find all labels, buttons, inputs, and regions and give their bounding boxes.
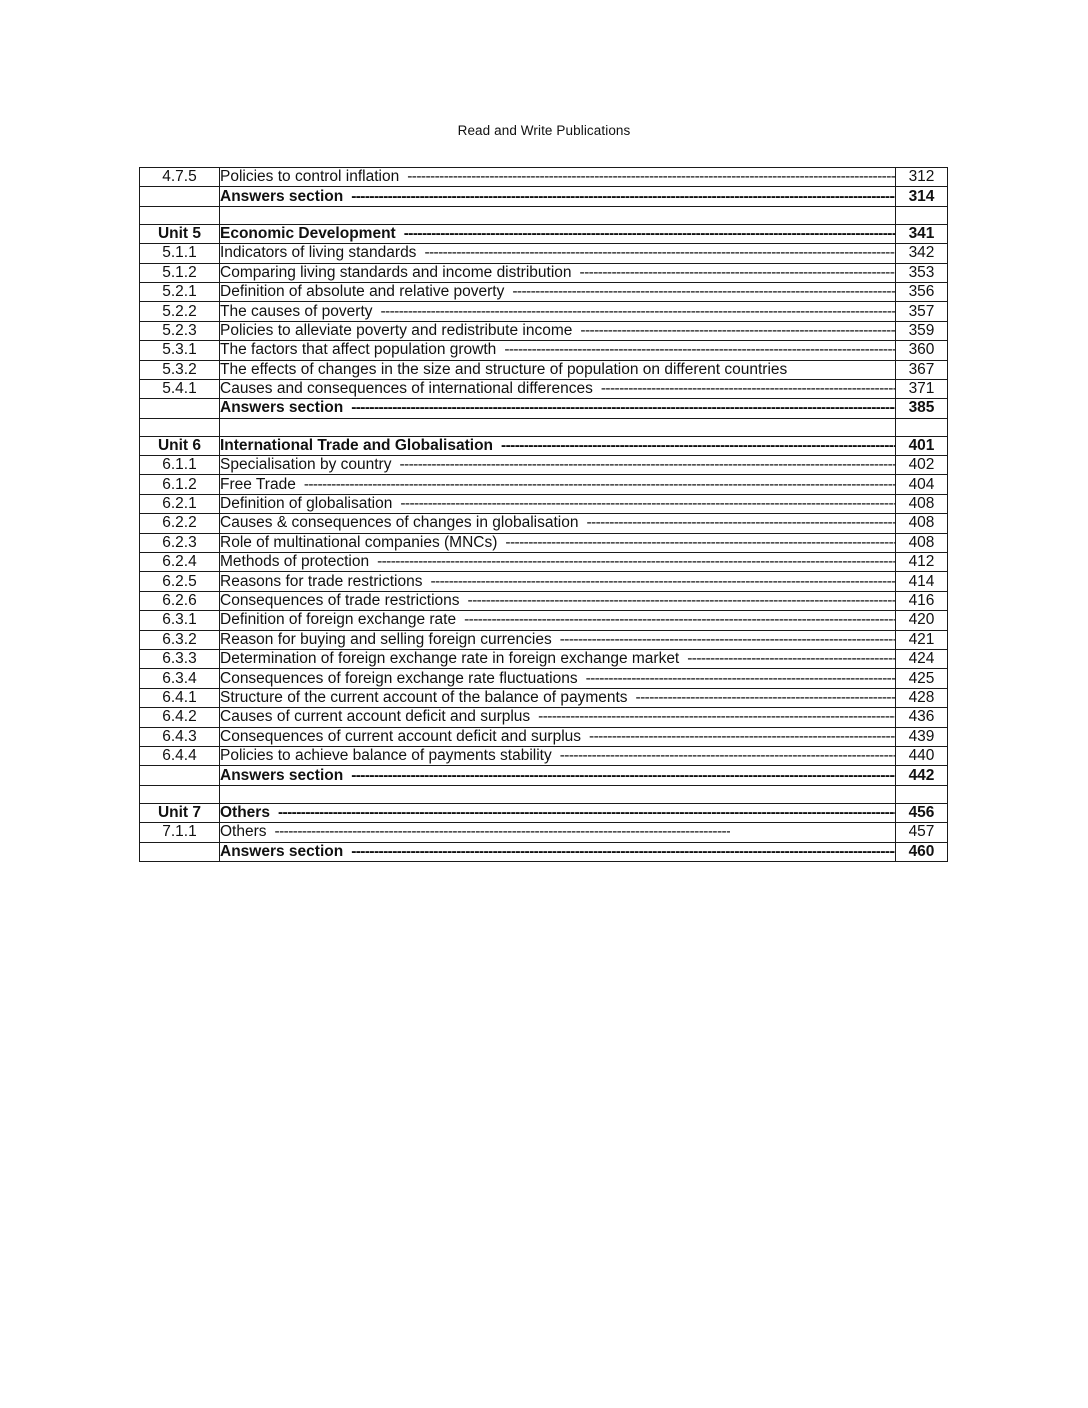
toc-section-code: 5.3.1 [140,341,220,360]
toc-section-code [140,187,220,206]
dot-leader [580,264,895,282]
toc-entry-title-cell [220,630,896,649]
toc-row [140,244,948,263]
toc-entry-title: Structure of the current account of the balance of payments [220,688,628,706]
dot-leader [351,399,895,417]
toc-section-code: 6.4.4 [140,746,220,765]
toc-page-number: 428 [896,688,948,707]
toc-page-number: 353 [896,263,948,282]
dot-leader [468,592,895,610]
toc-entry-title: The factors that affect population growth [220,341,497,359]
toc-row [140,823,948,842]
toc-row [140,766,948,785]
toc-entry-title: Policies to alleviate poverty and redistribute income [220,321,573,339]
toc-row [140,688,948,707]
dot-leader [381,303,896,321]
toc-page-number: 408 [896,514,948,533]
dot-leader [512,283,895,301]
toc-page-number: 401 [896,436,948,455]
toc-row [140,379,948,398]
toc-spacer-row [140,785,948,803]
toc-page-number: 341 [896,224,948,243]
toc-page-number: 412 [896,553,948,572]
toc-row [140,803,948,822]
toc-section-code: 6.2.2 [140,514,220,533]
toc-section-code: Unit 7 [140,803,220,822]
dot-leader [601,380,895,398]
toc-section-code: 6.2.4 [140,553,220,572]
toc-section-code: 6.4.2 [140,708,220,727]
toc-entry-title-cell [220,224,896,243]
dot-leader [586,514,895,532]
toc-entry-title-cell [220,669,896,688]
toc-section-code: 6.1.1 [140,456,220,475]
toc-entry-title: Answers section [220,399,344,417]
toc-row [140,611,948,630]
toc-entry-title: International Trade and Globalisation [220,436,494,454]
toc-section-code: 4.7.5 [140,168,220,187]
toc-page-number: 436 [896,708,948,727]
toc-page-number: 420 [896,611,948,630]
toc-page-number: 421 [896,630,948,649]
dot-leader [304,476,895,494]
toc-row [140,475,948,494]
toc-row [140,263,948,282]
toc-page-number: 367 [896,360,948,379]
dot-leader [351,843,895,861]
toc-entry-title: Definition of absolute and relative poverty [220,283,505,301]
toc-entry-title-cell [220,727,896,746]
toc-entry-title-cell [220,649,896,668]
toc-entry-title-cell [220,746,896,765]
toc-section-code: 7.1.1 [140,823,220,842]
toc-section-code: 5.2.3 [140,321,220,340]
dot-leader [351,767,895,785]
toc-row [140,708,948,727]
toc-entry-title-cell [220,418,896,436]
toc-entry-title: Causes of current account deficit and surplus [220,708,531,726]
dot-leader [464,611,895,629]
dot-leader [586,670,895,688]
toc-row [140,630,948,649]
toc-page-number: 439 [896,727,948,746]
toc-section-code [140,399,220,418]
toc-page-number: 440 [896,746,948,765]
toc-row [140,533,948,552]
toc-entry-title-cell [220,475,896,494]
toc-section-code [140,418,220,436]
dot-leader [636,689,895,707]
toc-page-number: 342 [896,244,948,263]
toc-entry-title: Economic Development [220,224,396,242]
toc-entry-title-cell [220,494,896,513]
dot-leader [377,553,895,571]
dot-leader [407,168,895,186]
toc-entry-title: Policies to achieve balance of payments stability [220,747,552,765]
toc-row [140,168,948,187]
toc-entry-title-cell [220,611,896,630]
toc-entry-title-cell [220,533,896,552]
dot-leader [505,534,895,552]
toc-section-code: 6.2.3 [140,533,220,552]
toc-page-number: 414 [896,572,948,591]
toc-entry-title: Comparing living standards and income distribution [220,263,572,281]
toc-entry-title-cell [220,399,896,418]
toc-row [140,669,948,688]
toc-section-code: 6.2.5 [140,572,220,591]
toc-row [140,842,948,861]
toc-entry-title-cell [220,379,896,398]
toc-entry-title-cell [220,456,896,475]
toc-entry-title-cell [220,708,896,727]
toc-entry-title: Consequences of current account deficit and surplus [220,727,582,745]
toc-page-number: 460 [896,842,948,861]
toc-row [140,649,948,668]
toc-entry-title-cell [220,688,896,707]
dot-leader [275,823,730,841]
toc-page-number: 359 [896,321,948,340]
toc-entry-title: Consequences of foreign exchange rate fluctuations [220,669,578,687]
toc-entry-title-cell [220,823,896,842]
toc-page-number: 416 [896,591,948,610]
toc-section-code: 6.1.2 [140,475,220,494]
toc-section-code: 6.2.1 [140,494,220,513]
toc-section-code: 6.4.1 [140,688,220,707]
toc-entry-title: Indicators of living standards [220,244,417,262]
dot-leader [424,244,895,262]
toc-row [140,727,948,746]
toc-entry-title-cell [220,206,896,224]
dot-leader [399,456,895,474]
dot-leader [580,322,895,340]
toc-row [140,746,948,765]
toc-page-number: 456 [896,803,948,822]
toc-row [140,399,948,418]
toc-spacer-row [140,206,948,224]
toc-entry-title-cell [220,302,896,321]
toc-page-number: 360 [896,341,948,360]
dot-leader [538,708,895,726]
toc-entry-title-cell [220,553,896,572]
toc-row [140,224,948,243]
toc-entry-title: Consequences of trade restrictions [220,592,460,609]
dot-leader [687,650,895,668]
toc-page-number: 408 [896,533,948,552]
toc-section-code: 6.3.2 [140,630,220,649]
toc-section-code: 5.2.2 [140,302,220,321]
toc-row [140,282,948,301]
toc-section-code [140,842,220,861]
toc-row [140,302,948,321]
toc-entry-title: Determination of foreign exchange rate in foreign exchange market [220,650,680,668]
toc-page-number: 402 [896,456,948,475]
toc-entry-title-cell [220,168,896,187]
dot-leader [560,631,895,649]
toc-entry-title-cell [220,244,896,263]
toc-entry-title-cell [220,360,896,379]
toc-page-number: 314 [896,187,948,206]
toc-entry-title: Others [220,803,270,821]
toc-entry-title: Reason for buying and selling foreign currencies [220,630,552,648]
toc-entry-title: Role of multinational companies (MNCs) [220,533,498,551]
toc-page-number: 442 [896,766,948,785]
toc-row [140,494,948,513]
toc-entry-title-cell [220,282,896,301]
toc-page-number [896,785,948,803]
toc-section-code [140,766,220,785]
toc-spacer-row [140,418,948,436]
toc-entry-title: Free Trade [220,475,296,493]
toc-row [140,514,948,533]
toc-entry-title-cell [220,187,896,206]
toc-row [140,591,948,610]
toc-entry-title: Methods of protection [220,553,370,571]
toc-entry-title-cell [220,436,896,455]
dot-leader [589,728,895,746]
toc-entry-title: Causes & consequences of changes in globalisation [220,514,579,532]
toc-section-code: 6.3.3 [140,649,220,668]
dot-leader [560,747,895,765]
toc-section-code: 5.2.1 [140,282,220,301]
toc-section-code: 5.1.1 [140,244,220,263]
toc-page-number: 425 [896,669,948,688]
toc-page-number: 404 [896,475,948,494]
toc-row [140,553,948,572]
toc-section-code: 6.3.4 [140,669,220,688]
toc-section-code: 5.4.1 [140,379,220,398]
toc-entry-title-cell [220,341,896,360]
toc-body [140,168,948,862]
dot-leader [351,188,895,206]
toc-section-code: 6.3.1 [140,611,220,630]
toc-page-number: 457 [896,823,948,842]
toc-section-code: 6.2.6 [140,591,220,610]
toc-entry-title-cell [220,803,896,822]
toc-entry-title: Causes and consequences of international differences [220,380,593,398]
toc-row [140,341,948,360]
toc-entry-title: Specialisation by country [220,456,392,474]
table-of-contents [139,167,948,862]
toc-page-number: 357 [896,302,948,321]
toc-page-number [896,206,948,224]
dot-leader [278,804,895,822]
toc-page-number: 371 [896,379,948,398]
toc-entry-title: Definition of globalisation [220,495,393,513]
toc-entry-title: Answers section [220,842,344,860]
dot-leader [430,573,895,591]
toc-section-code: Unit 5 [140,224,220,243]
toc-entry-title: Reasons for trade restrictions [220,572,423,590]
page-header: Read and Write Publications [457,123,631,138]
toc-entry-title-cell [220,591,896,610]
dot-leader [404,225,895,243]
toc-entry-title: Others [220,823,267,841]
toc-entry-title: Definition of foreign exchange rate [220,611,457,629]
toc-entry-title-cell [220,263,896,282]
toc-section-code [140,206,220,224]
toc-entry-title-cell [220,766,896,785]
toc-entry-title: Policies to control inflation [220,168,400,186]
toc-entry-title: The causes of poverty [220,302,373,320]
toc-row [140,360,948,379]
toc-page-number: 356 [896,282,948,301]
toc-row [140,572,948,591]
toc-section-code: 6.4.3 [140,727,220,746]
toc-page-number: 424 [896,649,948,668]
toc-page-number: 312 [896,168,948,187]
toc-entry-title-cell [220,785,896,803]
toc-entry-title: The effects of changes in the size and structure of population on different countries [220,360,788,378]
dot-leader [501,437,895,455]
toc-row [140,187,948,206]
toc-section-code: Unit 6 [140,436,220,455]
toc-entry-title: Answers section [220,766,344,784]
toc-page-number: 408 [896,494,948,513]
toc-page-number: 385 [896,399,948,418]
toc-entry-title: Answers section [220,187,344,205]
toc-row [140,321,948,340]
toc-row [140,456,948,475]
toc-entry-title-cell [220,514,896,533]
toc-entry-title-cell [220,321,896,340]
toc-entry-title-cell [220,842,896,861]
dot-leader [504,341,895,359]
toc-section-code: 5.3.2 [140,360,220,379]
dot-leader [400,495,895,513]
toc-page-number [896,418,948,436]
toc-row [140,436,948,455]
toc-section-code: 5.1.2 [140,263,220,282]
toc-entry-title-cell [220,572,896,591]
toc-section-code [140,785,220,803]
